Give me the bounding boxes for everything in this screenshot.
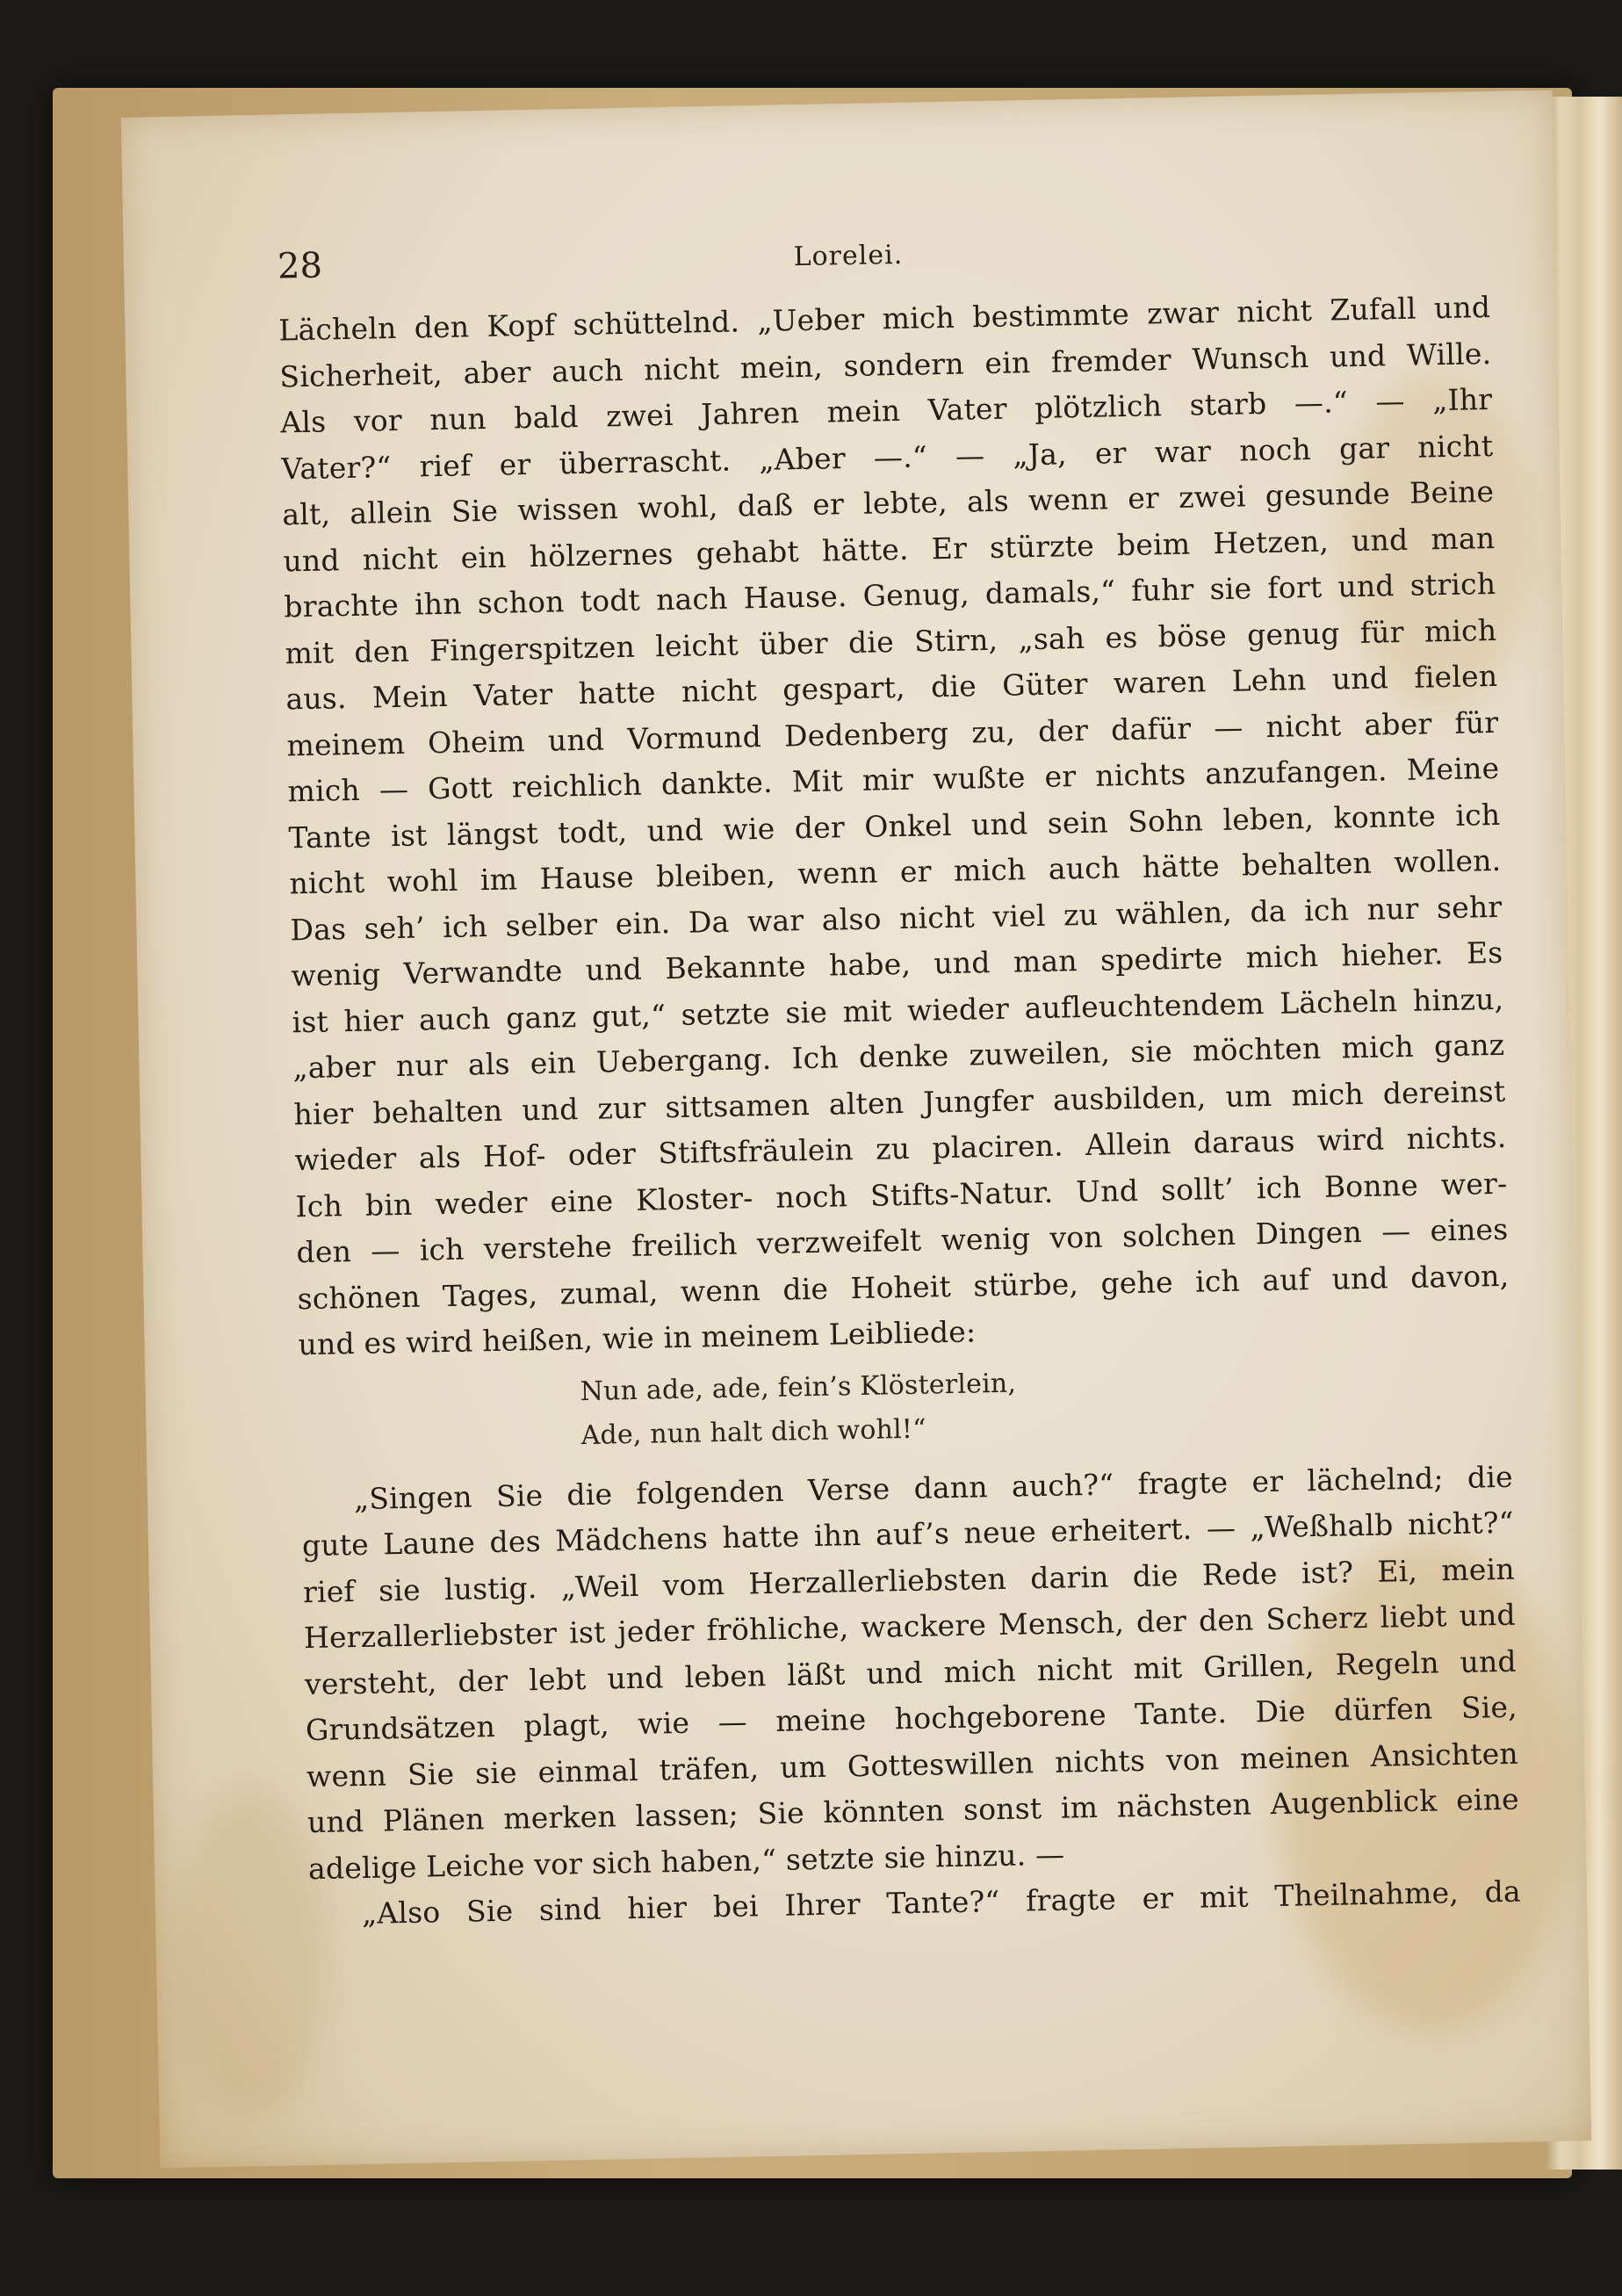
page-body xyxy=(278,285,1521,1939)
text-line: Tante ist längst todt, und wie der Onkel und sein Sohn leben, konnte ich xyxy=(288,797,1501,855)
verse-line: Nun ade, ade, fein’s Klösterlein, xyxy=(580,1368,1017,1407)
paragraph xyxy=(300,1454,1520,1892)
text-line: „Singen Sie die folgenden Verse dann auch?“ fragte er lächelnd; die xyxy=(353,1459,1514,1516)
text-line: versteht, der lebt und leben läßt und mich nicht mit Grillen, Regeln und xyxy=(304,1643,1517,1701)
text-line: wenn Sie sie einmal träfen, um Gotteswillen nichts von meinen Ansichten xyxy=(306,1736,1519,1794)
text-line: Sicherheit, aber auch nicht mein, sondern ein fremder Wunsch und Wille. xyxy=(279,336,1492,393)
text-line: „aber nur als ein Uebergang. Ich denke zuweilen, sie möchten mich ganz xyxy=(292,1027,1505,1086)
text-line: alt, allein Sie wissen wohl, daß er lebte, als wenn er zwei gesunde Beine xyxy=(282,473,1495,532)
text-line: Lächeln den Kopf schüttelnd. „Ueber mich bestimmte zwar nicht Zufall und xyxy=(278,289,1491,348)
running-title: Lorelei. xyxy=(793,239,904,273)
text-line: Das seh’ ich selber ein. Da war also nicht viel zu wählen, da ich nur sehr xyxy=(290,889,1503,947)
text-line: mit den Fingerspitzen leicht über die Stirn, „sah es böse genug für mich xyxy=(285,612,1497,670)
text-line: meinem Oheim und Vormund Dedenberg zu, der dafür — nicht aber für xyxy=(286,704,1499,762)
text-line: Herzallerliebster ist jeder fröhliche, wackere Mensch, der den Scherz liebt und xyxy=(303,1597,1517,1656)
text-line: Grundsätzen plagt, wie — meine hochgeborene Tante. Die dürfen Sie, xyxy=(305,1689,1518,1748)
text-line: gute Laune des Mädchens hatte ihn auf’s neue erheitert. — „Weßhalb nicht?“ xyxy=(301,1505,1515,1563)
text-line: rief sie lustig. „Weil vom Herzallerliebsten darin die Rede ist? Ei, mein xyxy=(302,1551,1516,1609)
text-line: „Also Sie sind hier bei Ihrer Tante?“ fragte er mit Theilnahme, da xyxy=(361,1874,1522,1931)
text-line: und es wird heißen, wie in meinem Leibliede: xyxy=(298,1314,977,1362)
text-line: ist hier auch ganz gut,“ setzte sie mit wieder aufleuchtendem Lächeln hinzu, xyxy=(292,981,1504,1039)
text-line: Als vor nun bald zwei Jahren mein Vater plötzlich starb —.“ — „Ihr xyxy=(280,381,1493,440)
text-line: wenig Verwandte und Bekannte habe, und man spedirte mich hieher. Es xyxy=(291,935,1503,993)
paragraph xyxy=(278,285,1510,1368)
text-line: wieder als Hof- oder Stiftsfräulein zu placiren. Allein daraus wird nichts. xyxy=(294,1119,1507,1178)
text-line: und nicht ein hölzernes gehabt hätte. Er stürzte beim Hetzen, und man xyxy=(283,520,1496,578)
text-line: Vater?“ rief er überrascht. „Aber —.“ — „Ja, er war noch gar nicht xyxy=(281,428,1494,486)
book-page xyxy=(121,90,1592,2169)
text-line: schönen Tages, zumal, wenn die Hoheit stürbe, gehe ich auf und davon, xyxy=(297,1258,1510,1316)
text-line: aus. Mein Vater hatte nicht gespart, die Güter waren Lehn und fielen xyxy=(285,658,1498,717)
text-line: mich — Gott reichlich dankte. Mit mir wußte er nichts anzufangen. Meine xyxy=(287,750,1500,809)
page-number: 28 xyxy=(277,245,323,287)
text-line: hier behalten und zur sittsamen alten Jungfer ausbilden, um mich dereinst xyxy=(293,1073,1506,1131)
verse-quote xyxy=(299,1352,1512,1462)
verse-line: Ade, nun halt dich wohl!“ xyxy=(580,1413,927,1451)
text-line: nicht wohl im Hause bleiben, wenn er mich auch hätte behalten wollen. xyxy=(289,842,1502,901)
text-line: brachte ihn schon todt nach Hause. Genug, damals,“ fuhr sie fort und strich xyxy=(284,566,1496,625)
text-line: den — ich verstehe freilich verzweifelt wenig von solchen Dingen — eines xyxy=(296,1211,1509,1270)
text-line: und Plänen merken lassen; Sie könnten sonst im nächsten Augenblick eine xyxy=(306,1781,1520,1840)
text-line: Ich bin weder eine Kloster- noch Stifts-Natur. Und sollt’ ich Bonne wer- xyxy=(295,1166,1508,1224)
text-line: adelige Leiche vor sich haben,“ setzte sie hinzu. — xyxy=(307,1837,1065,1886)
